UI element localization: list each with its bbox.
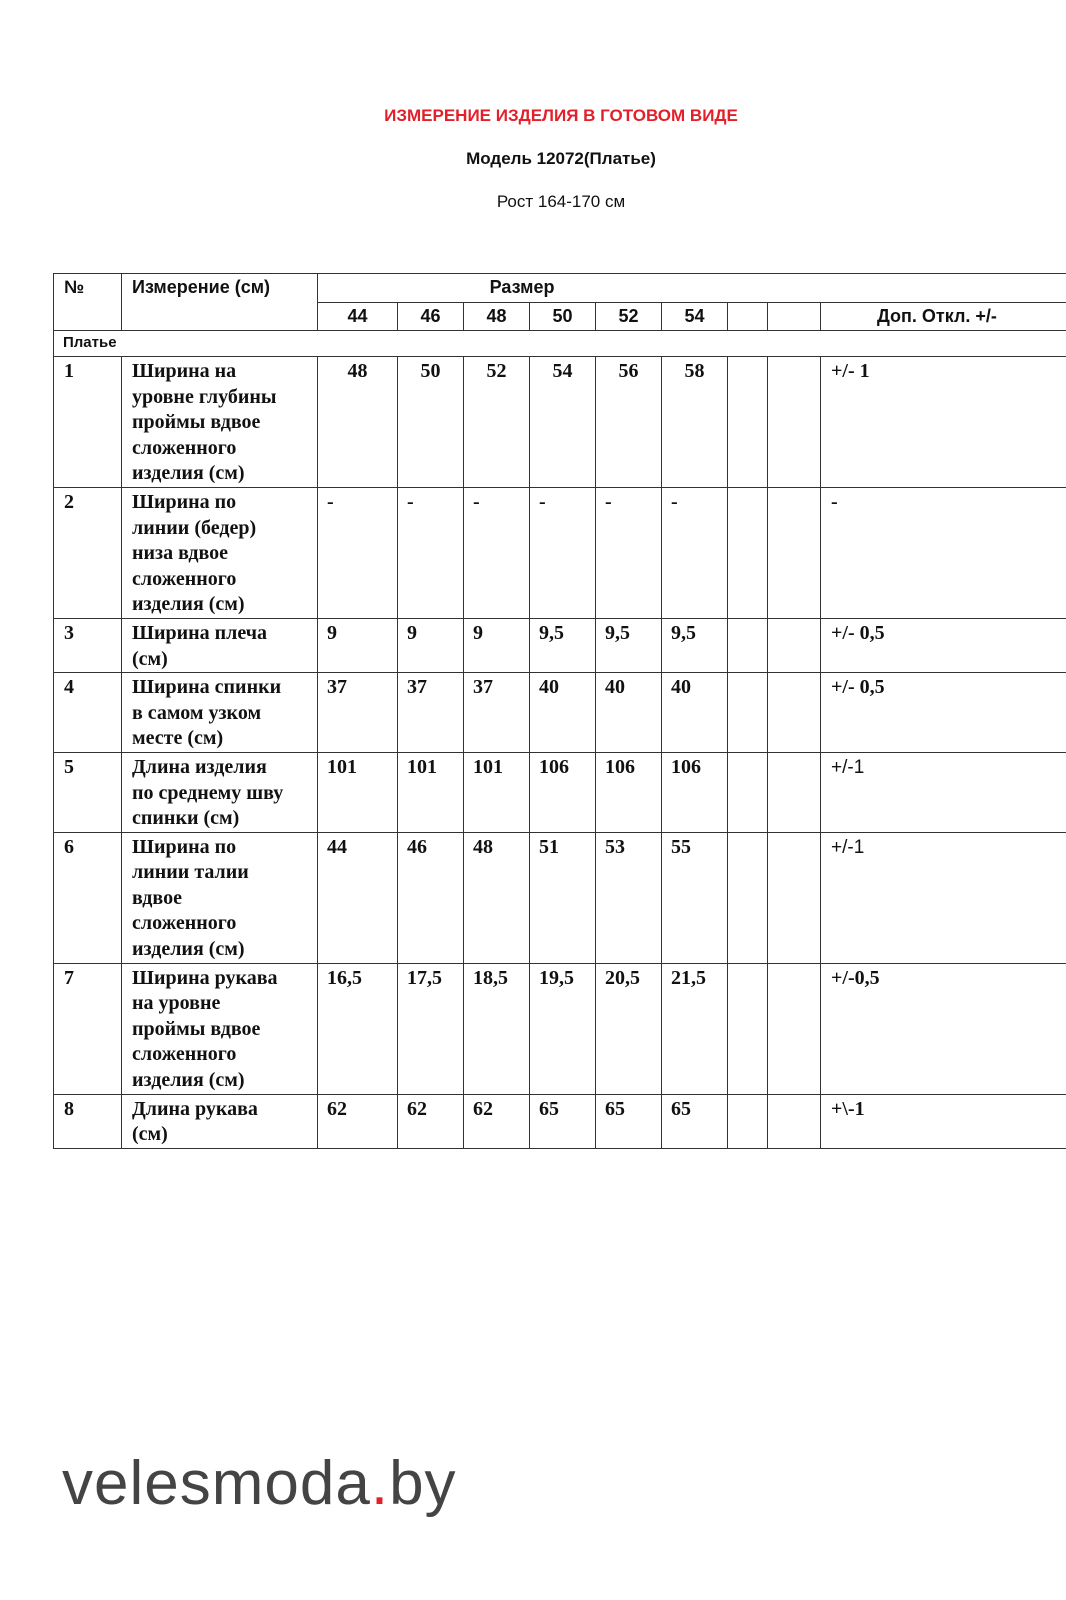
row-measure: Ширина по линии (бедер) низа вдвое сложенного изделия (см) xyxy=(122,487,318,618)
size-cell: 48 xyxy=(464,303,530,331)
row-value: 48 xyxy=(318,357,398,488)
height-range: Рост 164-170 см xyxy=(496,192,626,211)
row-value: 58 xyxy=(662,357,728,488)
empty-cell xyxy=(728,1094,768,1148)
row-value: 62 xyxy=(398,1094,464,1148)
row-value: 18,5 xyxy=(464,963,530,1094)
document-title: ИЗМЕРЕНИЕ ИЗДЕЛИЯ В ГОТОВОМ ВИДЕ xyxy=(384,106,738,125)
row-value: 55 xyxy=(662,832,728,963)
header-size: Размер xyxy=(318,274,1066,303)
row-value: 54 xyxy=(530,357,596,488)
row-value: 17,5 xyxy=(398,963,464,1094)
row-measure: Длина рукава (см) xyxy=(122,1094,318,1148)
row-number: 8 xyxy=(54,1094,122,1148)
size-cell: 46 xyxy=(398,303,464,331)
row-number: 3 xyxy=(54,618,122,672)
row-value: 20,5 xyxy=(596,963,662,1094)
size-cell: 52 xyxy=(596,303,662,331)
empty-cell xyxy=(728,303,768,331)
measurements-table xyxy=(53,273,1066,1149)
watermark-name: velesmoda xyxy=(62,1449,371,1518)
row-tolerance: +/-1 xyxy=(821,752,1066,832)
header-number: № xyxy=(54,274,122,331)
table-row xyxy=(54,1094,1066,1148)
row-value: 56 xyxy=(596,357,662,488)
empty-cell xyxy=(768,303,821,331)
table-row xyxy=(54,963,1066,1094)
size-cell: 50 xyxy=(530,303,596,331)
size-cell: 44 xyxy=(318,303,398,331)
row-value: 106 xyxy=(662,752,728,832)
empty-cell xyxy=(728,357,768,488)
row-value: 62 xyxy=(464,1094,530,1148)
row-value: 40 xyxy=(596,673,662,753)
row-value: 65 xyxy=(662,1094,728,1148)
empty-cell xyxy=(768,752,821,832)
row-number: 5 xyxy=(54,752,122,832)
row-value: 52 xyxy=(464,357,530,488)
row-value: 9 xyxy=(318,618,398,672)
row-value: - xyxy=(530,487,596,618)
row-value: 101 xyxy=(398,752,464,832)
empty-cell xyxy=(768,1094,821,1148)
section-label: Платье xyxy=(54,331,1066,357)
row-tolerance: +/-1 xyxy=(821,832,1066,963)
row-value: 101 xyxy=(318,752,398,832)
table-row xyxy=(54,832,1066,963)
row-measure: Ширина на уровне глубины проймы вдвое сложенного изделия (см) xyxy=(122,357,318,488)
row-tolerance: +/- 0,5 xyxy=(821,673,1066,753)
row-number: 7 xyxy=(54,963,122,1094)
row-tolerance: +/-0,5 xyxy=(821,963,1066,1094)
row-value: 9,5 xyxy=(530,618,596,672)
empty-cell xyxy=(728,673,768,753)
row-value: 48 xyxy=(464,832,530,963)
row-value: 9,5 xyxy=(596,618,662,672)
model-name: Модель 12072(Платье) xyxy=(466,149,656,168)
row-number: 1 xyxy=(54,357,122,488)
row-value: 44 xyxy=(318,832,398,963)
size-cell: 54 xyxy=(662,303,728,331)
row-tolerance: +\-1 xyxy=(821,1094,1066,1148)
row-value: - xyxy=(398,487,464,618)
row-number: 2 xyxy=(54,487,122,618)
empty-cell xyxy=(728,487,768,618)
empty-cell xyxy=(728,832,768,963)
row-measure: Ширина по линии талии вдвое сложенного изделия (см) xyxy=(122,832,318,963)
row-value: - xyxy=(464,487,530,618)
header-measure: Измерение (см) xyxy=(122,274,318,331)
row-number: 6 xyxy=(54,832,122,963)
table-row xyxy=(54,673,1066,753)
row-value: 37 xyxy=(398,673,464,753)
header-tolerance: Доп. Откл. +/- xyxy=(821,303,1066,331)
empty-cell xyxy=(768,673,821,753)
row-tolerance: - xyxy=(821,487,1066,618)
row-value: - xyxy=(318,487,398,618)
row-measure: Ширина спинки в самом узком месте (см) xyxy=(122,673,318,753)
row-value: 9,5 xyxy=(662,618,728,672)
empty-cell xyxy=(768,487,821,618)
watermark-dot: . xyxy=(370,1449,390,1518)
row-value: 40 xyxy=(530,673,596,753)
row-value: 21,5 xyxy=(662,963,728,1094)
row-value: 16,5 xyxy=(318,963,398,1094)
row-value: 65 xyxy=(596,1094,662,1148)
row-value: 9 xyxy=(464,618,530,672)
row-value: 37 xyxy=(318,673,398,753)
row-value: 62 xyxy=(318,1094,398,1148)
row-value: 51 xyxy=(530,832,596,963)
empty-cell xyxy=(768,618,821,672)
empty-cell xyxy=(728,618,768,672)
row-value: 40 xyxy=(662,673,728,753)
section-row xyxy=(54,331,1066,357)
row-value: 46 xyxy=(398,832,464,963)
empty-cell xyxy=(768,832,821,963)
table-row xyxy=(54,618,1066,672)
row-value: 37 xyxy=(464,673,530,753)
row-value: 19,5 xyxy=(530,963,596,1094)
row-value: 65 xyxy=(530,1094,596,1148)
empty-cell xyxy=(728,752,768,832)
row-measure: Ширина плеча (см) xyxy=(122,618,318,672)
watermark-tld: by xyxy=(389,1449,457,1518)
row-value: - xyxy=(596,487,662,618)
row-value: 106 xyxy=(530,752,596,832)
row-number: 4 xyxy=(54,673,122,753)
empty-cell xyxy=(768,357,821,488)
table-row xyxy=(54,357,1066,488)
site-watermark xyxy=(62,1448,457,1519)
row-value: 101 xyxy=(464,752,530,832)
row-tolerance: +/- 1 xyxy=(821,357,1066,488)
row-measure: Ширина рукава на уровне проймы вдвое сложенного изделия (см) xyxy=(122,963,318,1094)
empty-cell xyxy=(768,963,821,1094)
row-value: 53 xyxy=(596,832,662,963)
table-row xyxy=(54,752,1066,832)
header-row xyxy=(54,274,1066,303)
row-value: 106 xyxy=(596,752,662,832)
row-tolerance: +/- 0,5 xyxy=(821,618,1066,672)
row-measure: Длина изделия по среднему шву спинки (см) xyxy=(122,752,318,832)
row-value: 9 xyxy=(398,618,464,672)
row-value: - xyxy=(662,487,728,618)
row-value: 50 xyxy=(398,357,464,488)
table-row xyxy=(54,487,1066,618)
empty-cell xyxy=(728,963,768,1094)
